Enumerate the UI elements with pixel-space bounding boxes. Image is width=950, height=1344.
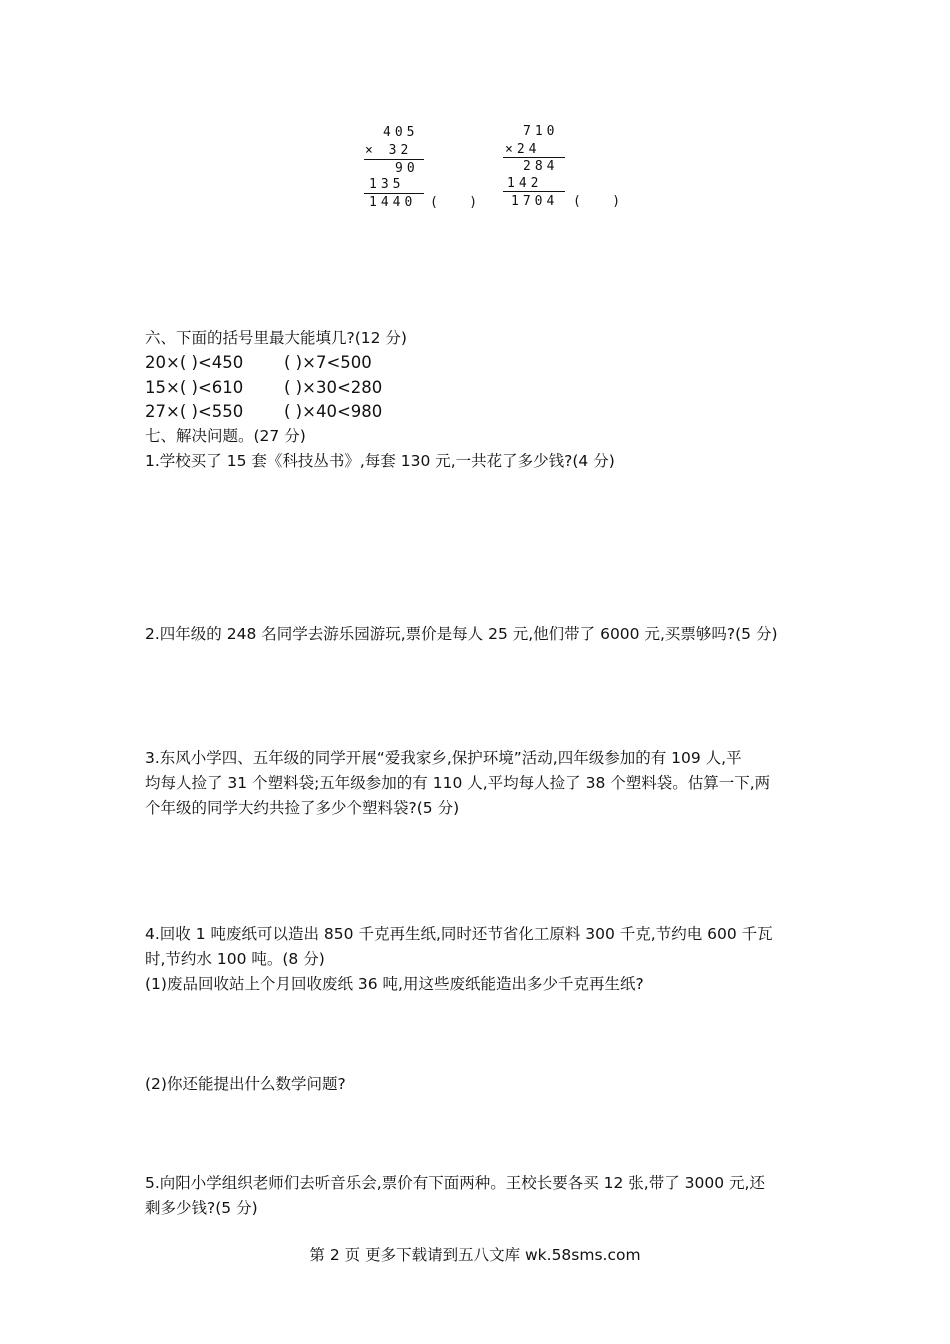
calc-b-multiplier: ×24 — [505, 142, 541, 157]
question-5-line-1: 5.向阳小学组织老师们去听音乐会,票价有下面两种。王校长要各买 12 张,带了 3000 元,还 — [145, 1174, 765, 1192]
calc-a-result: 1440 — [369, 195, 417, 210]
calc-a-answer-blank[interactable]: ( ) — [430, 195, 480, 210]
section-7-title: 七、解决问题。(27 分) — [145, 427, 306, 445]
calc-b-multiplicand: 710 — [523, 124, 559, 139]
question-2: 2.四年级的 248 名同学去游乐园游玩,票价是每人 25 元,他们带了 6000 元,买票够吗?(5 分) — [145, 625, 778, 643]
inequality-row-3-right[interactable]: ( )×40<980 — [284, 402, 383, 421]
calc-b-result: 1704 — [511, 194, 559, 209]
calc-a-multiplier: × 32 — [365, 143, 413, 158]
inequality-row-2-right[interactable]: ( )×30<280 — [284, 378, 383, 397]
question-4-line-1: 4.回收 1 吨废纸可以造出 850 千克再生纸,同时还节省化工原料 300 千克,节约电 600 千瓦 — [145, 925, 773, 943]
section-6-title: 六、下面的括号里最大能填几?(12 分) — [145, 329, 407, 347]
calc-b-partial-1: 284 — [523, 159, 559, 174]
calc-a-rule-1 — [364, 159, 424, 160]
inequality-row-1-left[interactable]: 20×( )<450 — [145, 353, 244, 372]
question-3-line-2: 均每人捡了 31 个塑料袋;五年级参加的有 110 人,平均每人捡了 38 个塑料袋。估算一下,两 — [145, 774, 771, 792]
inequality-row-1-right[interactable]: ( )×7<500 — [284, 353, 372, 372]
inequality-row-3-left[interactable]: 27×( )<550 — [145, 402, 244, 421]
calc-b-partial-2: 142 — [507, 176, 543, 191]
calc-a-partial-2: 135 — [369, 177, 405, 192]
calc-b-rule-2 — [503, 191, 565, 192]
calc-a-rule-2 — [364, 193, 424, 194]
calc-a-multiplicand: 405 — [383, 125, 419, 140]
calc-a-partial-1: 90 — [395, 161, 419, 176]
page-footer: 第 2 页 更多下载请到五八文库 wk.58sms.com — [309, 1246, 641, 1264]
question-3-line-1: 3.东风小学四、五年级的同学开展“爱我家乡,保护环境”活动,四年级参加的有 109 人,平 — [145, 749, 742, 767]
question-3-line-3: 个年级的同学大约共捡了多少个塑料袋?(5 分) — [145, 799, 460, 817]
question-4-sub-2: (2)你还能提出什么数学问题? — [145, 1075, 346, 1093]
calc-b-answer-blank[interactable]: ( ) — [573, 194, 623, 209]
question-1: 1.学校买了 15 套《科技丛书》,每套 130 元,一共花了多少钱?(4 分) — [145, 452, 615, 470]
inequality-row-2-left[interactable]: 15×( )<610 — [145, 378, 244, 397]
question-5-line-2: 剩多少钱?(5 分) — [145, 1199, 258, 1217]
question-4-line-2: 时,节约水 100 吨。(8 分) — [145, 950, 325, 968]
question-4-sub-1: (1)废品回收站上个月回收废纸 36 吨,用这些废纸能造出多少千克再生纸? — [145, 975, 644, 993]
calc-b-rule-1 — [503, 157, 565, 158]
